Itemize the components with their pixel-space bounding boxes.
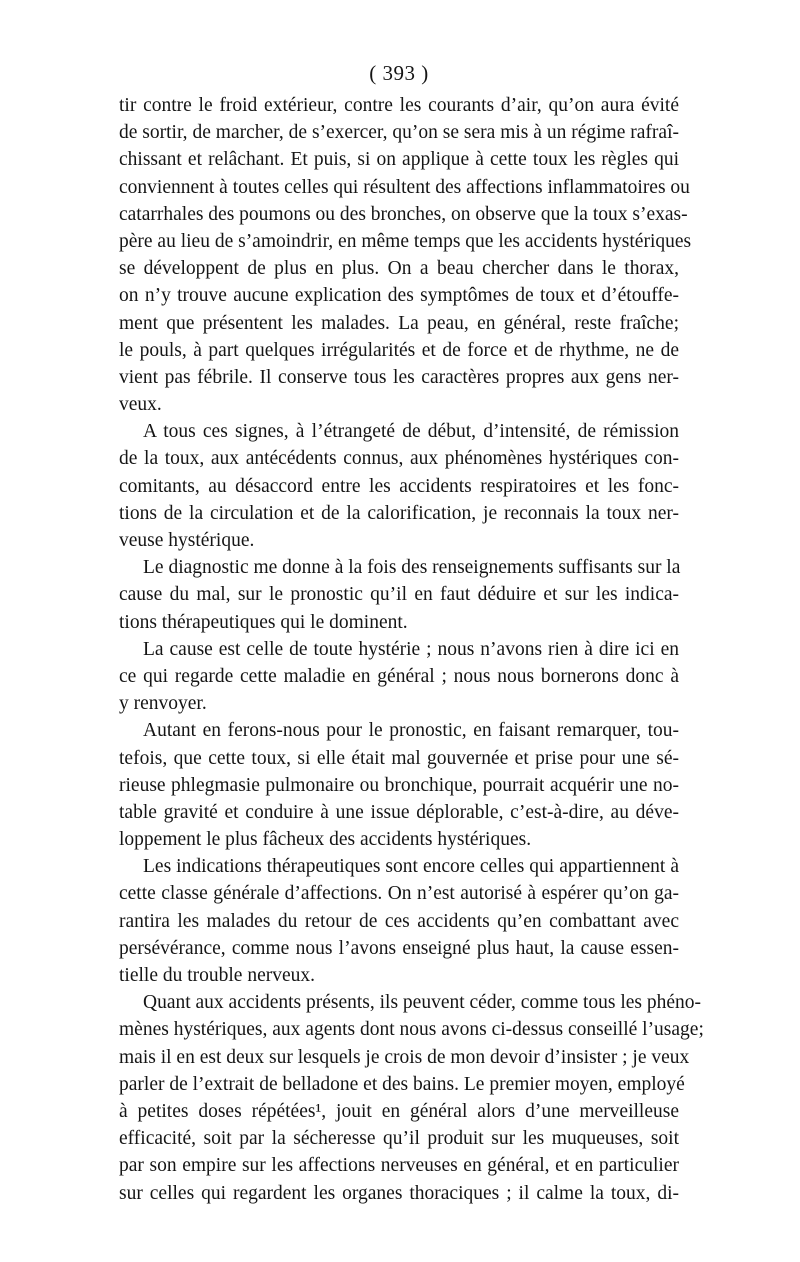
text-line: sur celles qui regardent les organes thoraciques ; il calme la toux, di- <box>119 1182 679 1204</box>
text-line: ce qui regarde cette maladie en général ; nous nous bornerons donc à <box>119 665 679 687</box>
text-line: mais il en est deux sur lesquels je crois de mon devoir d’insister ; je veux <box>119 1046 690 1068</box>
text-line: de sortir, de marcher, de s’exercer, qu’on se sera mis à un régime rafraî- <box>119 122 679 144</box>
text-line: comitants, au désaccord entre les accidents respiratoires et les fonc- <box>119 475 679 497</box>
text-line: efficacité, soit par la sécheresse qu’il produit sur les muqueuses, soit <box>119 1128 679 1150</box>
text-line: parler de l’extrait de belladone et des bains. Le premier moyen, employé <box>119 1073 685 1095</box>
text-line: on n’y trouve aucune explication des symptômes de toux et d’étouffe- <box>119 285 679 307</box>
text-line: y renvoyer. <box>119 693 207 715</box>
text-line: cause du mal, sur le pronostic qu’il en faut déduire et sur les indica- <box>119 584 679 606</box>
paragraph <box>119 989 704 1207</box>
text-line: à petites doses répétées¹, jouit en général alors d’une merveilleuse <box>119 1100 679 1122</box>
book-page <box>119 58 704 1207</box>
text-line: catarrhales des poumons ou des bronches, on observe que la toux s’exas- <box>119 203 688 225</box>
text-line: Autant en ferons-nous pour le pronostic, en faisant remarquer, tou- <box>143 720 679 742</box>
text-line: veux. <box>119 394 162 416</box>
text-line: tir contre le froid extérieur, contre les courants d’air, qu’on aura évité <box>119 95 679 116</box>
text-line: se développent de plus en plus. On a beau chercher dans le thorax, <box>119 258 679 280</box>
text-line: persévérance, comme nous l’avons enseigné plus haut, la cause essen- <box>119 937 679 959</box>
text-line: loppement le plus fâcheux des accidents hystériques. <box>119 829 532 851</box>
text-line: tielle du trouble nerveux. <box>119 965 316 986</box>
text-line: tions thérapeutiques qui le dominent. <box>119 611 408 633</box>
text-line: de la toux, aux antécédents connus, aux phénomènes hystériques con- <box>119 448 679 470</box>
text-line: Quant aux accidents présents, ils peuvent céder, comme tous les phéno- <box>143 992 702 1014</box>
text-line: mènes hystériques, aux agents dont nous avons ci-dessus conseillé l’usage; <box>119 1019 704 1041</box>
text-line: Le diagnostic me donne à la fois des renseignements suffisants sur la <box>143 557 681 579</box>
paragraph <box>119 92 692 418</box>
paragraph <box>119 636 679 718</box>
text-line: le pouls, à part quelques irrégularités et de force et de rhythme, ne de <box>119 339 679 361</box>
paragraph <box>119 418 679 554</box>
text-line: vient pas fébrile. Il conserve tous les caractères propres aux gens ner- <box>119 366 679 388</box>
text-line: tions de la circulation et de la calorification, je reconnais la toux ner- <box>119 502 679 524</box>
page-number: ( 393 ) <box>369 61 429 85</box>
text-line: rieuse phlegmasie pulmonaire ou bronchique, pourrait acquérir une no- <box>119 774 679 796</box>
text-line: Les indications thérapeutiques sont encore celles qui appartiennent à <box>143 856 679 878</box>
paragraph <box>119 554 679 636</box>
text-line: cette classe générale d’affections. On n’est autorisé à espérer qu’on ga- <box>119 883 679 905</box>
paragraph <box>119 717 679 853</box>
text-line: tefois, que cette toux, si elle était mal gouvernée et prise pour une sé- <box>119 747 679 769</box>
text-line: conviennent à toutes celles qui résultent des affections inflammatoires ou <box>119 176 690 198</box>
text-line: La cause est celle de toute hystérie ; nous n’avons rien à dire ici en <box>143 638 679 660</box>
text-line: par son empire sur les affections nerveuses en général, et en particulier <box>119 1155 679 1177</box>
text-line: père au lieu de s’amoindrir, en même temps que les accidents hystériques <box>119 230 692 252</box>
text-line: chissant et relâchant. Et puis, si on applique à cette toux les règles qui <box>119 149 679 171</box>
text-line: table gravité et conduire à une issue déplorable, c’est-à-dire, au déve- <box>119 801 679 823</box>
text-line: ment que présentent les malades. La peau, en général, reste fraîche; <box>119 312 679 334</box>
text-line: rantira les malades du retour de ces accidents qu’en combattant avec <box>119 910 679 932</box>
paragraph <box>119 853 679 989</box>
text-line: veuse hystérique. <box>119 530 255 551</box>
text-line: A tous ces signes, à l’étrangeté de début, d’intensité, de rémission <box>143 421 679 443</box>
body-text <box>119 92 704 1207</box>
